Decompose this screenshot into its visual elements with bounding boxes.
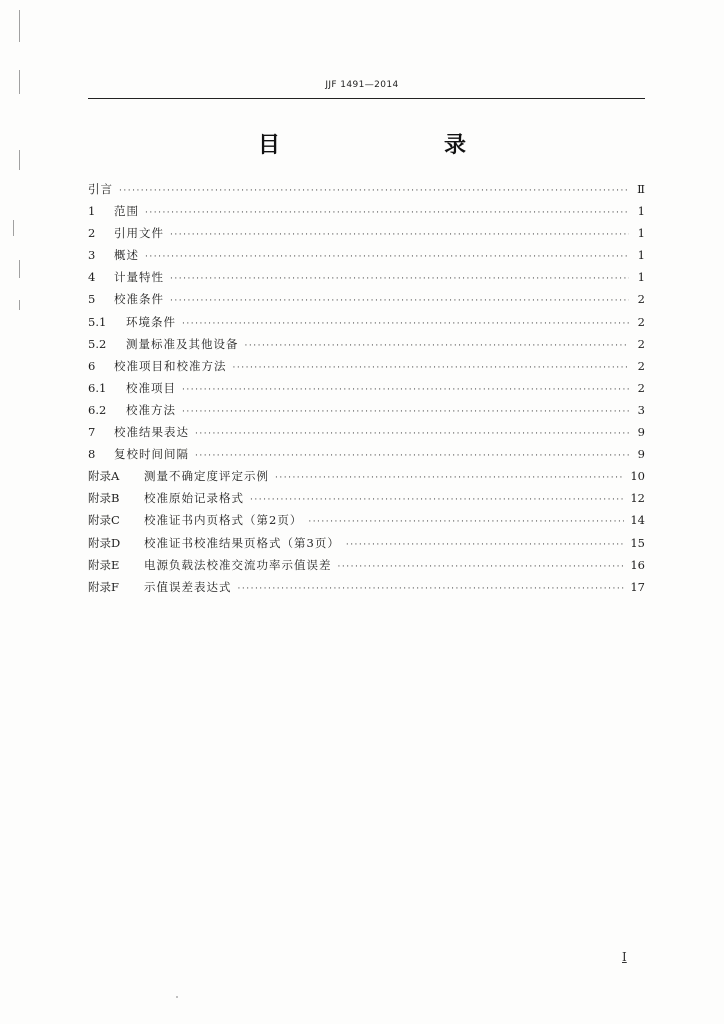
toc-entry-page: 16	[630, 557, 645, 572]
toc-title: 目 录	[257, 133, 506, 158]
toc-entry-number: 2	[88, 226, 96, 241]
toc-entry-label: 环境条件	[126, 314, 176, 329]
toc-entry-label: 示值误差表达式	[144, 579, 232, 594]
toc-entry	[88, 178, 645, 200]
toc-entry	[88, 377, 645, 399]
toc-entry-label: 校准证书内页格式（第2页）	[144, 513, 303, 528]
toc-leader-dots	[195, 445, 629, 467]
toc-entry	[88, 333, 645, 355]
toc-entry-page: 15	[630, 535, 645, 550]
toc-entry-number: 附录D	[88, 535, 121, 550]
toc-entry-label: 计量特性	[114, 270, 164, 285]
toc-entry-page: 2	[637, 358, 645, 373]
toc-entry-page: 14	[630, 513, 645, 528]
toc-entry-number: 附录C	[88, 513, 120, 528]
toc-leader-dots	[170, 268, 629, 290]
toc-entry-label: 校准方法	[126, 402, 176, 417]
toc-entry-page: 2	[637, 314, 645, 329]
toc-leader-dots	[170, 224, 629, 246]
toc-entry	[88, 355, 645, 377]
toc-entry-page: Ⅱ	[637, 182, 645, 196]
scan-edge-mark	[13, 220, 14, 236]
toc-entry-number: 7	[88, 425, 96, 440]
toc-entry-page: 1	[637, 204, 645, 219]
toc-entry-page: 9	[637, 425, 645, 440]
toc-entry	[88, 200, 645, 222]
toc-entry-label: 引用文件	[114, 226, 164, 241]
toc-leader-dots	[182, 379, 629, 401]
toc-entry	[88, 399, 645, 421]
toc-entry-label: 测量不确定度评定示例	[144, 469, 269, 484]
toc-entry-label: 校准原始记录格式	[144, 491, 244, 506]
toc-entry	[88, 266, 645, 288]
toc-leader-dots	[119, 180, 629, 202]
toc-entry	[88, 487, 645, 509]
toc-entry-page: 10	[630, 469, 645, 484]
toc-entry-label: 校准结果表达	[114, 425, 189, 440]
toc-entry-label: 范围	[114, 204, 139, 219]
toc-leader-dots	[182, 401, 629, 423]
toc-entry	[88, 509, 645, 531]
toc-entry-page: 9	[637, 447, 645, 462]
toc-entry-number: 6	[88, 358, 96, 373]
toc-entry	[88, 443, 645, 465]
scan-speck	[176, 996, 178, 998]
toc-leader-dots	[346, 534, 625, 556]
toc-entry-page: 1	[637, 270, 645, 285]
toc-entry-page: 2	[637, 380, 645, 395]
toc-entry-number: 8	[88, 447, 96, 462]
toc-leader-dots	[308, 511, 624, 533]
toc-entry	[88, 532, 645, 554]
toc-entry-number: 附录F	[88, 579, 119, 594]
page-folio: Ⅰ	[622, 950, 627, 964]
toc-entry-label: 测量标准及其他设备	[126, 336, 239, 351]
toc-entry-page: 17	[630, 579, 645, 594]
toc-entry-label: 校准条件	[114, 292, 164, 307]
standard-code-header: JJF 1491—2014	[325, 80, 399, 90]
toc-entry	[88, 465, 645, 487]
toc-entry-number: 附录A	[88, 469, 120, 484]
toc-entry-number: 5.1	[88, 314, 107, 329]
toc-entry-label: 引言	[88, 182, 113, 196]
toc-leader-dots	[250, 489, 624, 511]
toc-entry-number: 5.2	[88, 336, 107, 351]
toc-entry	[88, 576, 645, 598]
toc-entry-number: 6.1	[88, 380, 107, 395]
toc-entry-page: 1	[637, 226, 645, 241]
toc-entry-label: 校准项目	[126, 380, 176, 395]
toc-entry-page: 2	[637, 336, 645, 351]
toc-leader-dots	[182, 313, 629, 335]
toc-entry-number: 附录E	[88, 557, 120, 572]
toc-entry-number: 5	[88, 292, 96, 307]
toc-leader-dots	[275, 467, 624, 489]
toc-leader-dots	[338, 556, 625, 578]
toc-leader-dots	[233, 357, 630, 379]
toc-entry-number: 4	[88, 270, 96, 285]
table-of-contents	[88, 178, 645, 598]
toc-entry-page: 1	[637, 248, 645, 263]
toc-entry-label: 概述	[114, 248, 139, 263]
toc-entry	[88, 244, 645, 266]
toc-entry-label: 电源负载法校准交流功率示值误差	[144, 557, 332, 572]
toc-entry-page: 12	[630, 491, 645, 506]
scan-edge-mark	[19, 300, 20, 310]
toc-entry-label: 校准项目和校准方法	[114, 358, 227, 373]
toc-leader-dots	[170, 290, 629, 312]
toc-entry-number: 附录B	[88, 491, 120, 506]
toc-entry-label: 校准证书校准结果页格式（第3页）	[144, 535, 340, 550]
toc-entry-page: 2	[637, 292, 645, 307]
toc-entry	[88, 554, 645, 576]
toc-leader-dots	[245, 335, 630, 357]
toc-entry-label: 复校时间间隔	[114, 447, 189, 462]
scan-edge-mark	[19, 260, 20, 278]
toc-leader-dots	[145, 202, 629, 224]
toc-entry-number: 6.2	[88, 402, 107, 417]
toc-entry	[88, 311, 645, 333]
toc-leader-dots	[238, 578, 625, 600]
toc-leader-dots	[195, 423, 629, 445]
toc-entry-page: 3	[637, 402, 645, 417]
toc-entry	[88, 421, 645, 443]
scan-edge-mark	[19, 10, 20, 42]
toc-entry	[88, 222, 645, 244]
toc-entry	[88, 288, 645, 310]
toc-leader-dots	[145, 246, 629, 268]
toc-entry-number: 3	[88, 248, 96, 263]
toc-entry-number: 1	[88, 204, 96, 219]
header-rule	[88, 98, 645, 99]
